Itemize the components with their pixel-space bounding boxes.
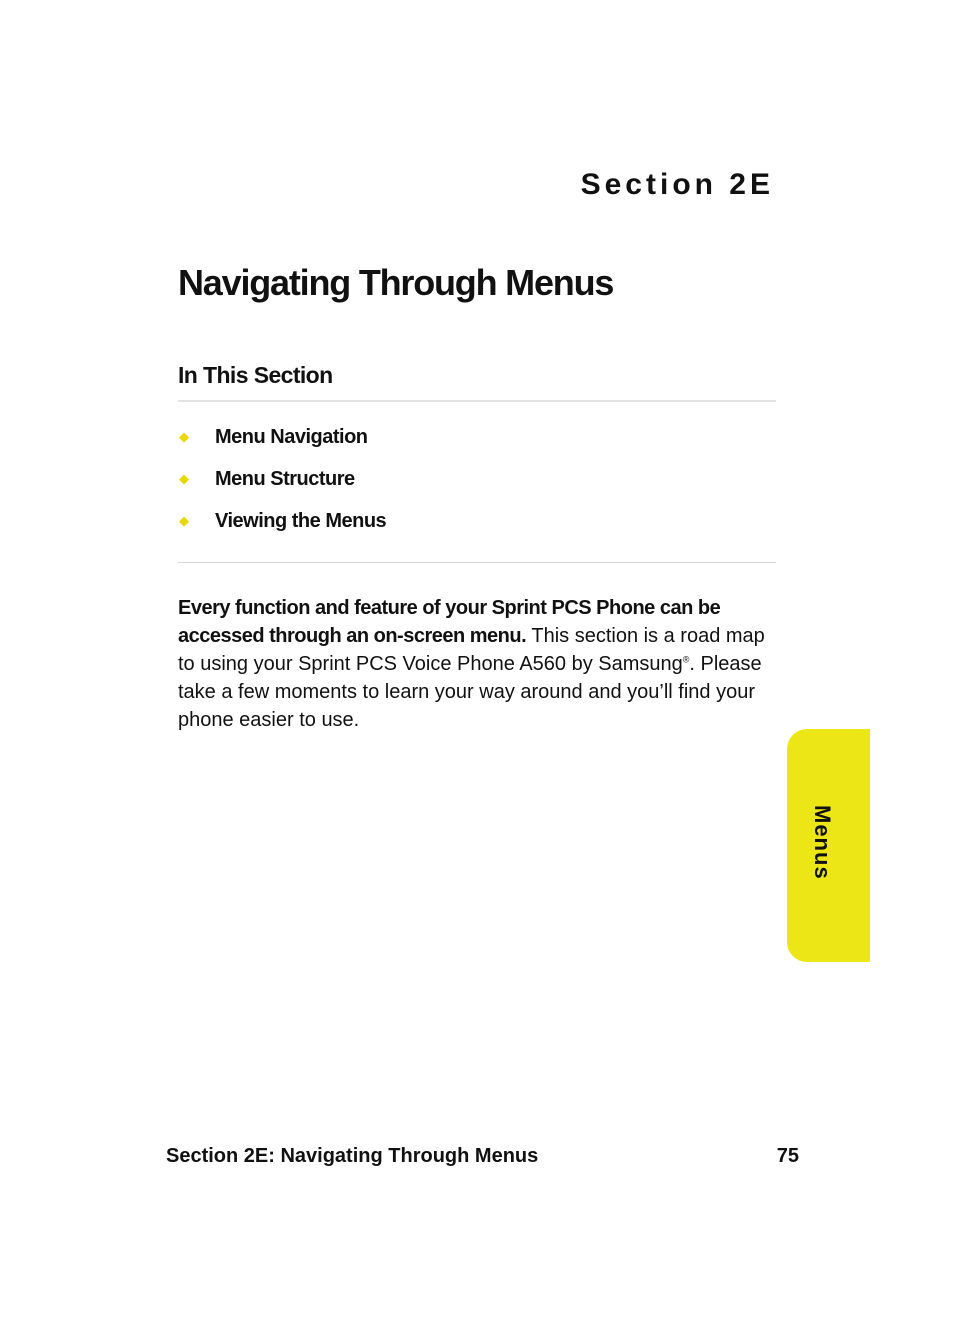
intro-body-text: This section is a road map to using your Sprint PCS Voice Phone A560 by Samsung [178, 625, 765, 675]
intro-paragraph [178, 594, 768, 734]
top-divider [178, 400, 776, 402]
toc-item-menu-structure: Menu Structure [215, 468, 355, 490]
chapter-side-tab [787, 729, 870, 962]
footer-section-title: Section 2E: Navigating Through Menus [166, 1145, 539, 1167]
toc-item-viewing-the-menus: Viewing the Menus [215, 510, 387, 532]
intro-lead-text: Every function and feature of your Sprint PCS Phone can be accessed through an on-screen menu. [178, 597, 721, 647]
list-item [178, 422, 386, 464]
bottom-divider [178, 562, 776, 563]
section-label: Section 2E [580, 168, 774, 201]
section-contents-list [178, 422, 386, 548]
diamond-bullet-icon: ◆ [179, 429, 189, 444]
list-item [178, 506, 386, 548]
intro-body-text-continued: . Please take a few moments to learn your way around and you’ll find your phone easier to use. [178, 653, 762, 731]
toc-item-menu-navigation: Menu Navigation [215, 426, 368, 448]
page-title: Navigating Through Menus [178, 262, 614, 303]
diamond-bullet-icon: ◆ [179, 513, 189, 528]
list-item [178, 464, 386, 506]
page-number: 75 [776, 1145, 799, 1167]
diamond-bullet-icon: ◆ [179, 471, 189, 486]
registered-mark: ® [682, 654, 690, 665]
in-this-section-heading: In This Section [178, 362, 333, 388]
side-tab-label: Menus [810, 805, 835, 880]
